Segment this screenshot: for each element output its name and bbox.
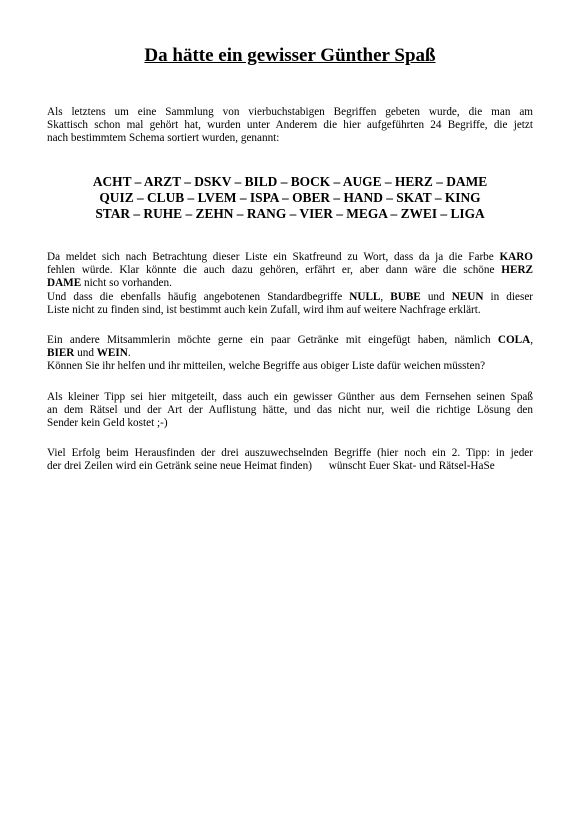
paragraph-line xyxy=(47,334,533,347)
text-run: und xyxy=(74,347,97,360)
drinks-paragraph xyxy=(47,334,533,374)
intro-line: Als letztens um eine Sammlung von vierbuchstabigen Begriffen gebeten wurde, die man am xyxy=(47,106,533,118)
intro-line: Skattisch schon mal gehört hat, wurden unter Anderem die hier aufgeführten 24 Begriffe, die jetzt xyxy=(47,119,533,132)
word-list-row: STAR – RUHE – ZEHN – RANG – VIER – MEGA – ZWEI – LIGA xyxy=(95,206,485,221)
keyword-herz: HERZ xyxy=(501,264,533,277)
text-run: , xyxy=(380,290,391,303)
text-run: . xyxy=(127,347,131,360)
word-list xyxy=(47,174,533,222)
paragraph-line: der drei Zeilen wird ein Getränk seine neue Heimat finden) wünscht Euer Skat- und Rätsel-HaSe xyxy=(47,460,495,473)
intro-paragraph xyxy=(47,106,533,146)
keyword-wein: WEIN xyxy=(96,347,128,360)
closing-paragraph xyxy=(47,447,533,473)
keyword-neun: NEUN xyxy=(451,290,484,303)
paragraph-line: an dem Rätsel und der Art der Auflistung hätte, und das nicht nur, weil die richtige Lösung den xyxy=(47,404,533,417)
text-run: nicht so vorhanden. xyxy=(81,277,172,290)
word-list-row: ACHT – ARZT – DSKV – BILD – BOCK – AUGE – HERZ – DAME xyxy=(92,174,488,189)
paragraph-line: Sender kein Geld kostet ;-) xyxy=(47,417,168,430)
paragraph-line: Viel Erfolg beim Herausfinden der drei auszuwechselnden Begriffe (hier noch ein 2. Tipp: in jeder xyxy=(47,447,533,459)
text-run: Da meldet sich nach Betrachtung dieser Liste ein Skatfreund zu Wort, dass da ja die Farbe xyxy=(47,251,500,263)
keyword-karo: KARO xyxy=(499,251,533,263)
text-run: fehlen würde. Klar könnte die auch dazu gehören, erfährt er, aber dann wäre die schöne xyxy=(47,264,502,277)
text-run: und xyxy=(420,290,452,303)
paragraph-line xyxy=(47,291,533,304)
paragraph-line: Als kleiner Tipp sei hier mitgeteilt, dass auch ein gewisser Günther aus dem Fernsehen seinen Spaß xyxy=(47,391,533,403)
text-run: Ein andere Mitsammlerin möchte gerne ein paar Getränke mit eingefügt haben, nämlich xyxy=(47,334,498,346)
keyword-cola: COLA xyxy=(497,334,531,346)
text-run: Und dass die ebenfalls häufig angebotenen Standardbegriffe xyxy=(47,290,350,303)
paragraph-line xyxy=(47,251,533,264)
keyword-null: NULL xyxy=(349,290,381,303)
intro-line: nach bestimmtem Schema sortiert wurden, genannt: xyxy=(47,132,280,145)
paragraph-line xyxy=(47,277,533,290)
text-run: in dieser xyxy=(483,290,534,303)
paragraph-line xyxy=(47,264,533,277)
text-run: , xyxy=(530,334,533,346)
keyword-dame: DAME xyxy=(47,277,82,290)
page-title: Da hätte ein gewisser Günther Spaß xyxy=(144,45,436,66)
color-paragraph xyxy=(47,251,533,317)
tip-paragraph xyxy=(47,391,533,431)
word-list-row: QUIZ – CLUB – LVEM – ISPA – OBER – HAND – SKAT – KING xyxy=(99,190,481,205)
paragraph-line: Liste nicht zu finden sind, ist bestimmt auch kein Zufall, wird ihm auf weitere Nachfrage erklärt. xyxy=(47,303,481,316)
paragraph-line: Können Sie ihr helfen und ihr mitteilen, welche Begriffe aus obiger Liste dafür weichen müssten? xyxy=(47,360,486,373)
keyword-bube: BUBE xyxy=(390,290,421,303)
keyword-bier: BIER xyxy=(47,347,75,360)
paragraph-line xyxy=(47,347,533,360)
